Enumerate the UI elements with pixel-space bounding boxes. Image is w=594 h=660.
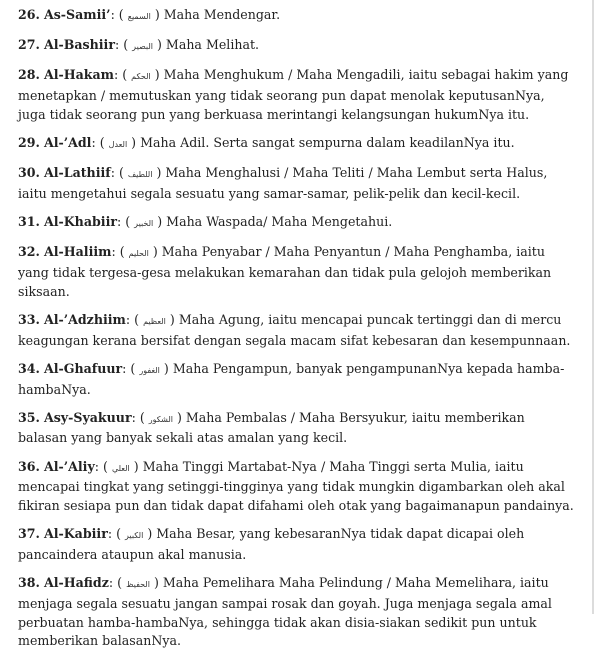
item-meaning: Maha Penyabar / Maha Penyantun / Maha Penghamba, iaitu yang tidak tergesa-gesa melakukan kemarahan dan tidak pula gelojoh memberikan siksaan. <box>18 244 552 299</box>
arabic-name: السميع <box>127 12 151 21</box>
arabic-name: الحكم <box>131 72 151 82</box>
item-name: Al-Haliim <box>43 244 112 260</box>
item-number: 31. <box>18 214 40 230</box>
item-name: Al-’Adzhiim <box>43 311 126 327</box>
asmaul-husna-list <box>18 6 576 660</box>
arabic-name: الكبير <box>125 531 144 541</box>
item-name: Al-Hafidz <box>43 575 109 591</box>
item-name: Asy-Syakuur <box>43 409 132 425</box>
item-name: Al-Bashiir <box>43 37 115 53</box>
arabic-name: البصير <box>132 42 153 52</box>
list-item-34: 34. Al-Ghafuur: ( الغفور ) Maha Pengampun, banyak pengampunanNya kepada hamba-hambaNya. <box>18 360 565 397</box>
list-item-37: 37. Al-Kabiir: ( الكبير ) Maha Besar, yang kebesaranNya tidak dapat dicapai oleh pancaindera ataupun akal manusia. <box>18 526 525 562</box>
item-name: Al-’Aliy <box>43 458 95 474</box>
item-number: 36. <box>18 458 40 474</box>
item-number: 33. <box>18 311 40 327</box>
list-item-35: 35. Asy-Syakuur: ( الشكور ) Maha Pembalas / Maha Bersyukur, iaitu memberikan balasan yang banyak sekali atas amalan yang kecil. <box>18 409 525 446</box>
item-number: 38. <box>18 575 40 591</box>
arabic-name: الغفور <box>139 365 160 375</box>
item-number: 32. <box>18 244 40 260</box>
arabic-name: الخبير <box>134 219 154 229</box>
arabic-name: اللطيف <box>127 170 153 180</box>
list-item-38: 38. Al-Hafidz: ( الحفيظ ) Maha Pemelihara Maha Pelindung / Maha Memelihara, iaitu menjaga segala sesuatu jangan sampai rosak dan goyah. Juga menjaga segala amal perbuatan hamba-hambaNya, sehingga tidak akan disia-siakan sedikit pun untuk memberikan balasanNya. <box>18 575 552 649</box>
item-name: Al-’Adl <box>43 135 92 151</box>
arabic-name: العظيم <box>143 316 166 326</box>
item-meaning: Maha Tinggi Martabat-Nya / Maha Tinggi serta Mulia, iaitu mencapai tingkat yang setinggi-tingginya yang tidak mungkin digambarkan oleh akal fikiran sesiapa pun dan tidak dapat difahami oleh otak yang bagaimanapun pandainya. <box>18 458 574 514</box>
arabic-name: العلي <box>111 463 130 473</box>
item-number: 29. <box>18 135 40 151</box>
item-meaning: Maha Menghukum / Maha Mengadili, iaitu sebagai hakim yang menetapkan / memutuskan yang tidak seorang pun dapat menolak keputusanNya, juga tidak seorang pun yang berkuasa merintangi kelangsungan hukumNya itu. <box>18 67 569 122</box>
arabic-name: الحفيظ <box>126 580 150 590</box>
item-meaning: Maha Adil. Serta sangat sempurna dalam keadilanNya itu. <box>140 135 515 151</box>
arabic-name: العدل <box>108 140 128 150</box>
item-number: 34. <box>18 360 40 376</box>
item-number: 27. <box>18 37 40 53</box>
item-meaning: Maha Pengampun, banyak pengampunanNya kepada hamba-hambaNya. <box>18 360 565 397</box>
list-item-29: 29. Al-’Adl: ( العدل ) Maha Adil. Serta sangat sempurna dalam keadilanNya itu. <box>18 135 515 151</box>
item-name: Al-Lathiif <box>43 165 111 181</box>
list-item-28: 28. Al-Hakam: ( الحكم ) Maha Menghukum / Maha Mengadili, iaitu sebagai hakim yang menetapkan / memutuskan yang tidak seorang pun dapat menolak keputusanNya, juga tidak seorang pun yang berkuasa merintangi kelangsungan hukumNya itu. <box>18 67 569 122</box>
item-meaning: Maha Waspada/ Maha Mengetahui. <box>166 214 393 230</box>
item-name: Al-Khabiir <box>43 214 117 230</box>
item-meaning: Maha Besar, yang kebesaranNya tidak dapat dicapai oleh pancaindera ataupun akal manusia. <box>18 526 525 562</box>
list-item-27: 27. Al-Bashiir: ( البصير ) Maha Melihat. <box>18 37 260 53</box>
item-meaning: Maha Agung, iaitu mencapai puncak tertinggi dan di mercu keagungan kerana bersifat dengan segala macam sifat kebesaran dan kesempunnaan. <box>18 311 571 348</box>
list-item-32: 32. Al-Haliim: ( الحليم ) Maha Penyabar / Maha Penyantun / Maha Penghamba, iaitu yang tidak tergesa-gesa melakukan kemarahan dan tidak pula gelojoh memberikan siksaan. <box>18 244 552 299</box>
list-item-26: 26. As-Samii’: ( السميع ) Maha Mendengar. <box>18 7 281 22</box>
list-item-33: 33. Al-’Adzhiim: ( العظيم ) Maha Agung, iaitu mencapai puncak tertinggi dan di mercu keagungan kerana bersifat dengan segala macam sifat kebesaran dan kesempunnaan. <box>18 311 571 348</box>
item-meaning: Maha Pembalas / Maha Bersyukur, iaitu memberikan balasan yang banyak sekali atas amalan yang kecil. <box>18 409 525 446</box>
item-number: 28. <box>18 67 40 83</box>
list-item-30: 30. Al-Lathiif: ( اللطيف ) Maha Menghalusi / Maha Teliti / Maha Lembut serta Halus, iaitu mengetahui segala sesuatu yang samar-samar, pelik-pelik dan kecil-kecil. <box>18 165 548 201</box>
item-name: Al-Hakam <box>43 67 114 83</box>
item-meaning: Maha Mendengar. <box>163 7 281 22</box>
item-number: 26. <box>18 7 40 22</box>
item-number: 35. <box>18 409 40 425</box>
item-name: Al-Ghafuur <box>43 360 123 376</box>
item-number: 37. <box>18 526 40 542</box>
item-name: Al-Kabiir <box>43 526 108 542</box>
item-name: As-Samii’ <box>43 7 111 22</box>
list-item-36: 36. Al-’Aliy: ( العلي ) Maha Tinggi Martabat-Nya / Maha Tinggi serta Mulia, iaitu mencapai tingkat yang setinggi-tingginya yang tidak mungkin digambarkan oleh akal fikiran sesiapa pun dan tidak dapat difahami oleh otak yang bagaimanapun pandainya. <box>18 458 574 514</box>
list-item-31: 31. Al-Khabiir: ( الخبير ) Maha Waspada/ Maha Mengetahui. <box>18 214 393 230</box>
arabic-name: الشكور <box>148 414 173 424</box>
item-meaning: Maha Melihat. <box>165 37 260 53</box>
item-meaning: Maha Menghalusi / Maha Teliti / Maha Lembut serta Halus, iaitu mengetahui segala sesuatu yang samar-samar, pelik-pelik dan kecil-kecil. <box>18 165 548 201</box>
item-number: 30. <box>18 165 40 181</box>
item-meaning: Maha Pemelihara Maha Pelindung / Maha Memelihara, iaitu menjaga segala sesuatu jangan sampai rosak dan goyah. Juga menjaga segala amal perbuatan hamba-hambaNya, sehingga tidak akan disia-siakan sedikit pun untuk memberikan balasanNya. <box>18 575 552 649</box>
arabic-name: الحليم <box>128 249 149 259</box>
